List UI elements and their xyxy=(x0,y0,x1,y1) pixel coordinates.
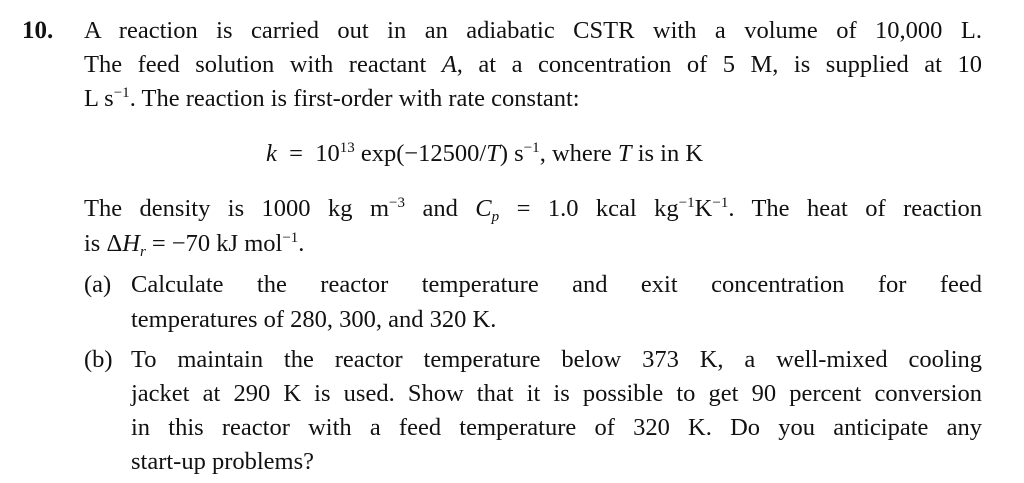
part-a-line-2: temperatures of 280, 300, and 320 K. xyxy=(131,306,497,333)
part-b-label: (b) xyxy=(84,346,113,373)
part-a-line-1: Calculate the reactor temperature and exit concentration for feed xyxy=(131,271,982,298)
properties-line-2: is $\Delta H_r = -70$ kJ mol$^{-1}$. xyxy=(84,230,305,260)
part-b-line-1: To maintain the reactor temperature below 373 K, a well-mixed cooling xyxy=(131,346,982,373)
intro-line-1: A reaction is carried out in an adiabatic CSTR with a volume of 10,000 L. xyxy=(84,17,982,44)
part-b-line-3: in this reactor with a feed temperature of 320 K. Do you anticipate any xyxy=(131,414,982,441)
rate-constant-equation: $k = 10^{13}$ exp(−12500/T) $s^{-1}$, where T is in K xyxy=(266,140,704,167)
intro-line-3: L $s^{-1}$. The reaction is first-order with rate constant: xyxy=(84,85,580,112)
problem-number: 10. xyxy=(22,17,54,44)
part-a-label: (a) xyxy=(84,271,112,298)
properties-line-1: The density is 1000 kg $m^{-3}$ and $C_p = 1.0$ kcal $kg^{-1}K^{-1}$. The heat of reaction xyxy=(84,195,983,225)
intro-line-2: The feed solution with reactant A, at a concentration of 5 M, is supplied at 10 xyxy=(84,51,983,78)
part-b-line-2: jacket at 290 K is used. Show that it is possible to get 90 percent conversion xyxy=(131,380,982,407)
part-b-line-4: start-up problems? xyxy=(131,448,315,475)
